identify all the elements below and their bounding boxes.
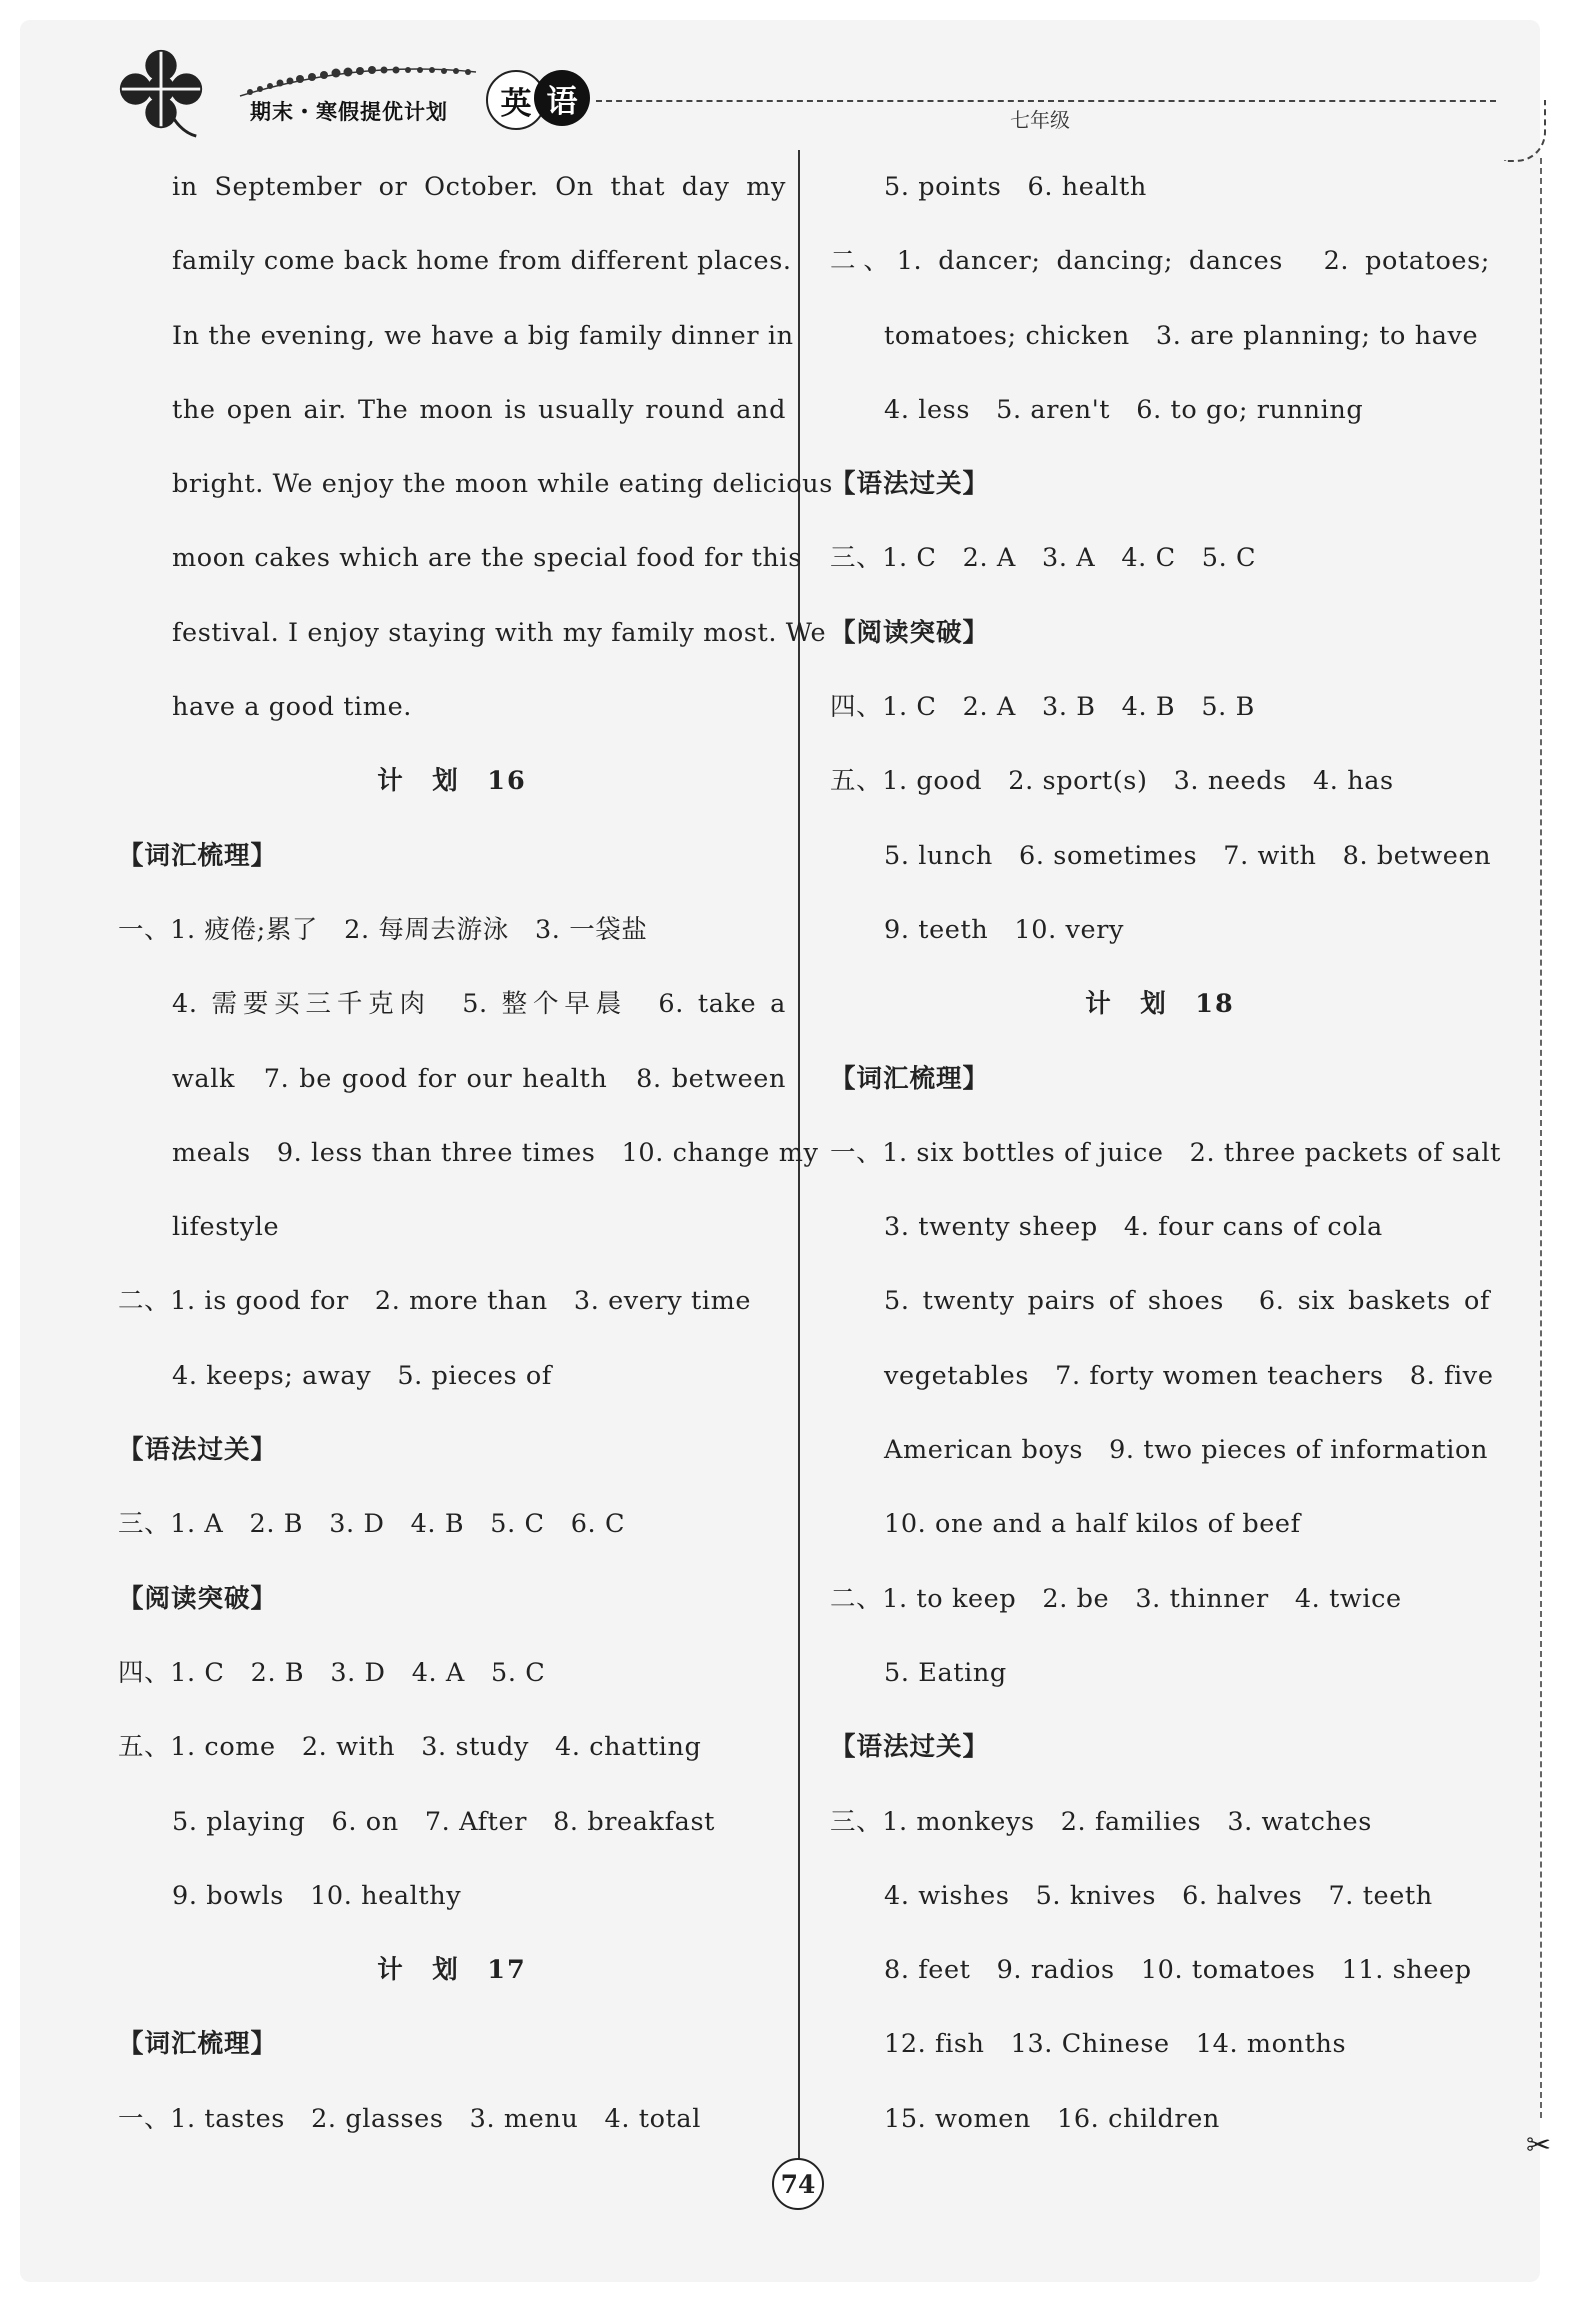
answer-line: 三、1. A 2. B 3. D 4. B 5. C 6. C (118, 1509, 626, 1540)
scissors-icon: ✂ (1526, 2128, 1552, 2163)
answer-line: 三、1. C 2. A 3. A 4. C 5. C (830, 543, 1257, 574)
subject-char-2: 语 (534, 70, 590, 126)
section-heading: 【阅读突破】 (830, 617, 990, 648)
answer-line: 3. twenty sheep 4. four cans of cola (884, 1212, 1383, 1243)
plan-title: 计 划 17 (377, 1955, 527, 1986)
answer-line: 4. less 5. aren't 6. to go; running (884, 394, 1364, 425)
answer-line: 四、1. C 2. A 3. B 4. B 5. B (830, 692, 1255, 723)
right-column (830, 150, 1501, 2156)
answer-line: American boys 9. two pieces of information (884, 1435, 1489, 1466)
answer-line: 二、1. is good for 2. more than 3. every time (118, 1286, 752, 1317)
answer-line: tomatoes; chicken 3. are planning; to have (884, 320, 1479, 351)
answer-line: 四、1. C 2. B 3. D 4. A 5. C (118, 1657, 546, 1688)
subject-char-1: 英 (486, 70, 546, 130)
answer-line: 4. keeps; away 5. pieces of (172, 1360, 552, 1391)
answer-line: 5. Eating (884, 1657, 1007, 1688)
section-heading: 【词汇梳理】 (118, 2029, 278, 2060)
plan-title: 计 划 16 (377, 766, 527, 797)
section-heading: 【词汇梳理】 (118, 840, 278, 871)
answer-line: vegetables 7. forty women teachers 8. five (884, 1360, 1494, 1391)
answer-line: have a good time. (172, 692, 412, 723)
answer-line: In the evening, we have a big family dinner in (172, 320, 794, 351)
book-title: 期末・寒假提优计划 (250, 100, 448, 124)
answer-line: in September or October. On that day my (172, 172, 786, 202)
answer-line: 5. points 6. health (884, 172, 1147, 202)
plan-title: 计 划 18 (1085, 989, 1235, 1020)
answer-line: 9. teeth 10. very (884, 914, 1124, 945)
section-heading: 【语法过关】 (830, 1732, 990, 1763)
answer-line: 五、1. good 2. sport(s) 3. needs 4. has (830, 766, 1394, 797)
section-heading: 【语法过关】 (118, 1435, 278, 1466)
answer-line: 5. playing 6. on 7. After 8. breakfast (172, 1806, 715, 1837)
cut-line (1540, 158, 1542, 2118)
answer-line: 一、1. 疲倦;累了 2. 每周去游泳 3. 一袋盐 (118, 914, 648, 945)
answer-line: 一、1. six bottles of juice 2. three packets of salt (830, 1137, 1501, 1168)
answer-line: the open air. The moon is usually round and (172, 394, 786, 425)
answer-line: 5. twenty pairs of shoes 6. six baskets of (884, 1286, 1490, 1317)
answer-line: 15. women 16. children (884, 2103, 1220, 2134)
answer-line: 12. fish 13. Chinese 14. months (884, 2029, 1347, 2060)
answer-line: 二、1. dancer; dancing; dances 2. potatoes; (830, 246, 1490, 277)
header-dashed-rule (596, 100, 1496, 102)
answer-line: lifestyle (172, 1212, 280, 1243)
answer-line: 4. wishes 5. knives 6. halves 7. teeth (884, 1880, 1433, 1911)
page-number: 74 (772, 2158, 824, 2210)
section-heading: 【阅读突破】 (118, 1583, 278, 1614)
answer-line: 8. feet 9. radios 10. tomatoes 11. sheep (884, 1955, 1472, 1986)
answer-line: 5. lunch 6. sometimes 7. with 8. between (884, 840, 1492, 871)
answer-line: festival. I enjoy staying with my family most. We (172, 617, 827, 648)
answer-line: bright. We enjoy the moon while eating delicious (172, 469, 833, 500)
answer-line: 4. 需要买三千克肉 5. 整个早晨 6. take a (172, 989, 786, 1020)
answer-line: family come back home from different places. (172, 246, 792, 277)
answer-line: 10. one and a half kilos of beef (884, 1509, 1301, 1540)
answer-line: moon cakes which are the special food for this (172, 543, 802, 574)
grade-label: 七年级 (1010, 108, 1070, 132)
section-heading: 【词汇梳理】 (830, 1063, 990, 1094)
clover-logo-icon (112, 42, 210, 140)
section-heading: 【语法过关】 (830, 469, 990, 500)
left-column (118, 150, 833, 2156)
answer-line: 二、1. to keep 2. be 3. thinner 4. twice (830, 1583, 1402, 1614)
answer-line: 一、1. tastes 2. glasses 3. menu 4. total (118, 2103, 701, 2134)
answer-line: 三、1. monkeys 2. families 3. watches (830, 1806, 1372, 1837)
answer-line: walk 7. be good for our health 8. between (172, 1063, 786, 1094)
answer-line: 9. bowls 10. healthy (172, 1880, 462, 1911)
answer-line: meals 9. less than three times 10. change my (172, 1137, 819, 1168)
answer-line: 五、1. come 2. with 3. study 4. chatting (118, 1732, 702, 1763)
